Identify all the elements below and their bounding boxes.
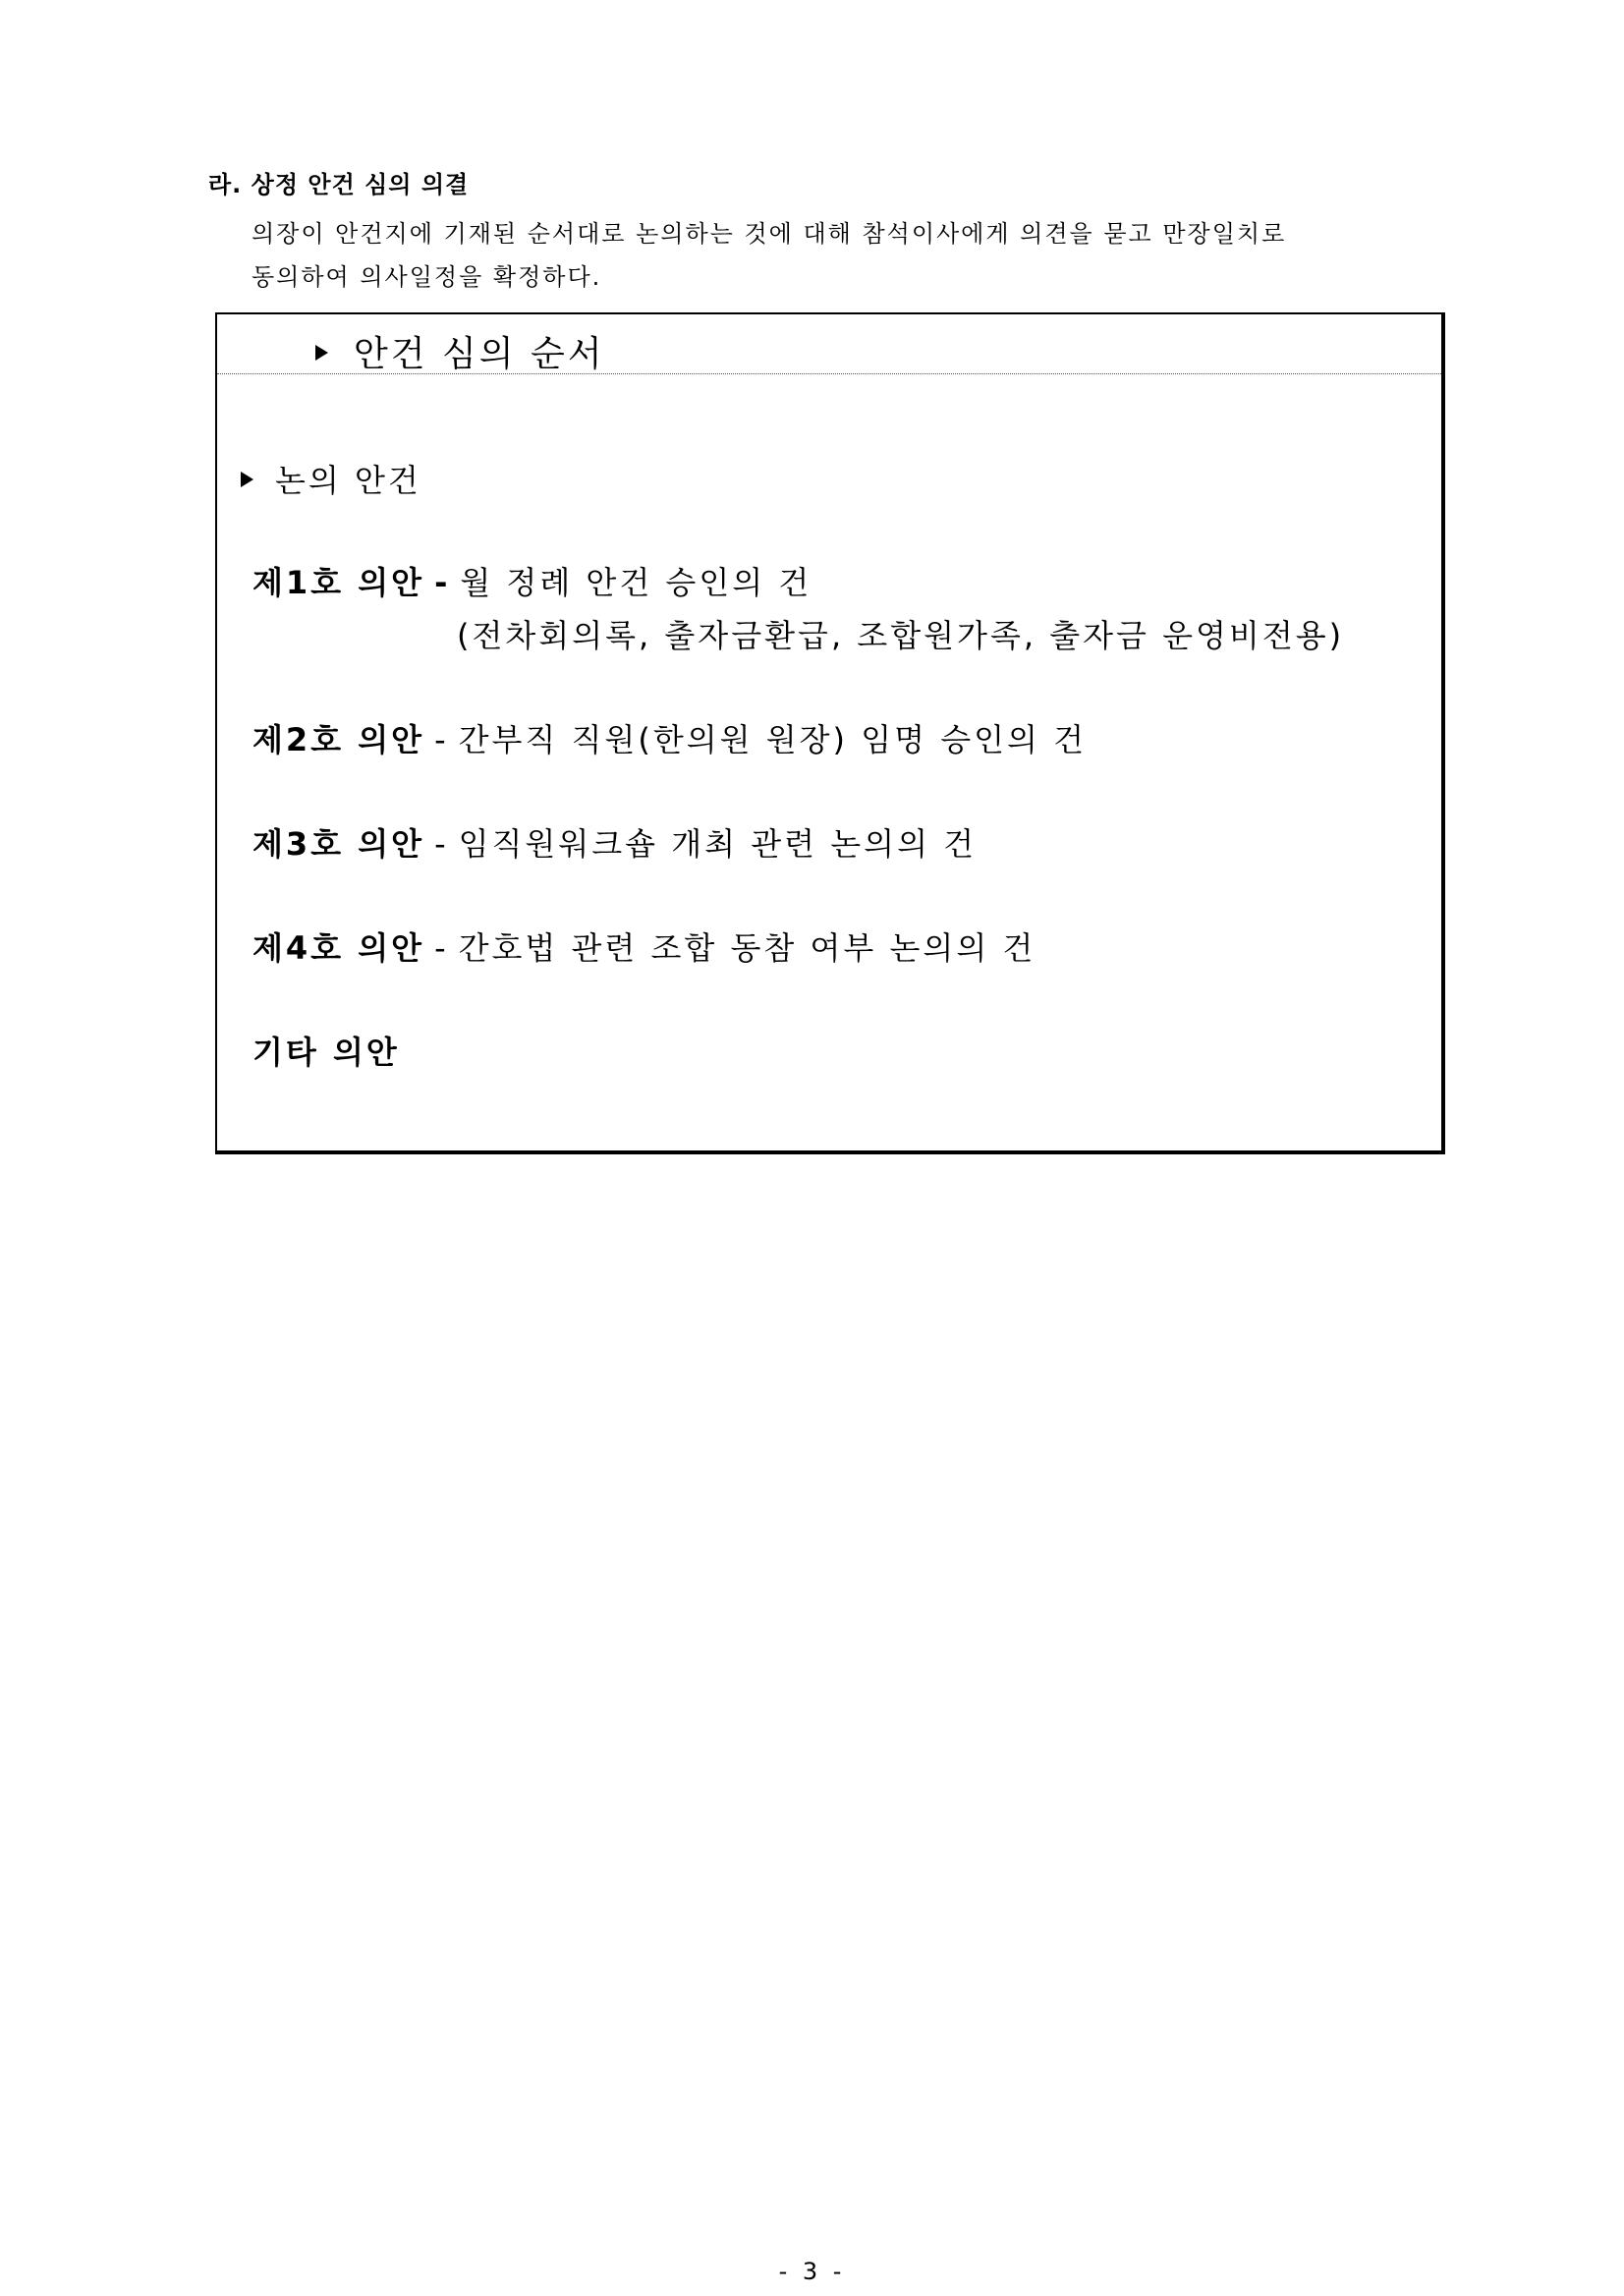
agenda-item-4: [252, 924, 1036, 969]
item-number: 제2호 의안: [252, 721, 425, 758]
triangle-bullet-icon: [315, 345, 328, 361]
triangle-bullet-icon: [241, 472, 253, 487]
agenda-subheading: [241, 456, 421, 501]
item-text: 월 정례 안건 승인의 건: [460, 564, 812, 601]
item-text: 간부직 직원(한의원 원장) 임명 승인의 건: [458, 721, 1088, 758]
section-heading: 라. 상정 안건 심의 의결: [208, 171, 470, 198]
intro-paragraph: [252, 212, 1440, 299]
item-number: 제4호 의안: [252, 929, 425, 967]
agenda-box: [215, 312, 1445, 1154]
item-text: 간호법 관련 조합 동참 여부 논의의 건: [458, 929, 1036, 967]
item-number: 제1호 의안: [252, 564, 425, 601]
item-dash: -: [434, 825, 449, 863]
page-number: - 3 -: [778, 2258, 846, 2285]
dotted-divider: [217, 373, 1441, 374]
agenda-item-other: [252, 1028, 400, 1073]
agenda-subheading-text: 논의 안건: [275, 462, 421, 499]
item-dash: -: [434, 564, 451, 601]
intro-line-1: 의장이 안건지에 기재된 순서대로 논의하는 것에 대해 참석이사에게 의견을 묻고 만장일치로: [252, 220, 1287, 248]
item-dash: -: [434, 929, 449, 967]
agenda-box-title: [315, 326, 605, 376]
intro-line-2: 동의하여 의사일정을 확정하다.: [252, 263, 602, 291]
agenda-box-title-text: 안건 심의 순서: [354, 334, 605, 374]
agenda-item-1-detail: (전차회의록, 출자금환급, 조합원가족, 출자금 운영비전용): [457, 617, 1345, 654]
item-number: 제3호 의안: [252, 825, 425, 863]
agenda-item-2: [252, 715, 1087, 760]
item-dash: -: [434, 721, 449, 758]
agenda-item-3: [252, 819, 977, 865]
item-text: 임직원워크숍 개최 관련 논의의 건: [458, 825, 978, 863]
agenda-item-1: [252, 558, 812, 603]
item-number: 기타 의안: [252, 1034, 400, 1071]
